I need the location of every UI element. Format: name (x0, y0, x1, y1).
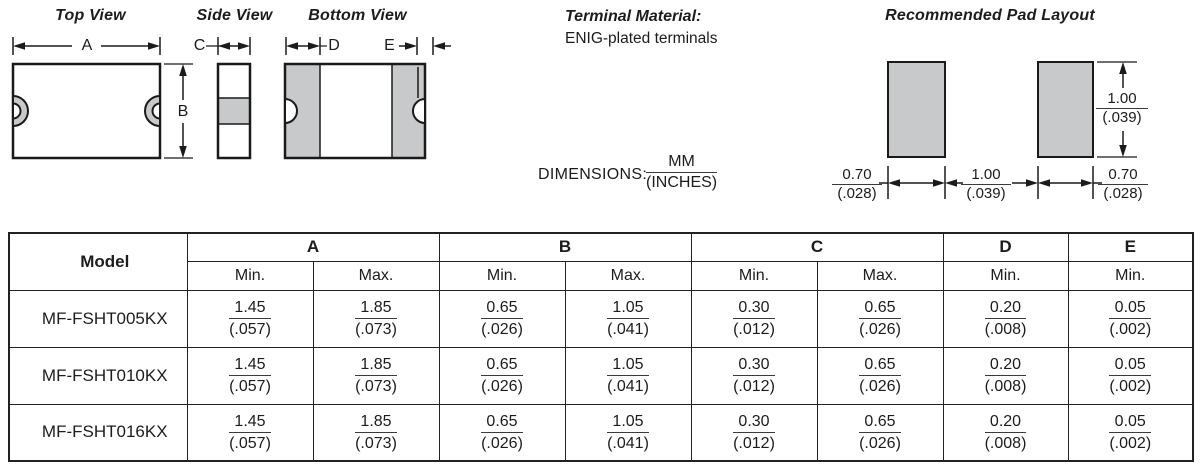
value-cell: $\frac{1.85}{(.073)}$ (313, 404, 439, 461)
value-cell: $\frac{0.65}{(.026)}$ (439, 404, 565, 461)
units-mm: MM (646, 153, 717, 173)
b-max-header: Max. (565, 261, 691, 290)
d-min-header: Min. (943, 261, 1068, 290)
pad-left (888, 62, 945, 157)
pad-height-dim: $\frac{1.00}{(.039)}$ (1096, 91, 1148, 126)
side-view-core-layer (219, 98, 249, 124)
top-view-body (13, 64, 160, 158)
value-cell: $\frac{1.45}{(.057)}$ (187, 290, 313, 347)
arrowhead-right-icon (148, 42, 160, 50)
model-name: MF-FSHT005KX (9, 290, 187, 347)
column-group-a: A (187, 233, 439, 261)
table-row (9, 290, 1193, 347)
table-header-groups (9, 233, 1193, 261)
column-group-e: E (1068, 233, 1193, 261)
value-cell: $\frac{1.05}{(.041)}$ (565, 347, 691, 404)
e-min-header: Min. (1068, 261, 1193, 290)
value-cell: $\frac{0.30}{(.012)}$ (691, 290, 817, 347)
value-cell: $\frac{0.65}{(.026)}$ (439, 290, 565, 347)
dim-label-a: A (81, 37, 93, 54)
pad-width-right-dim: $\frac{0.70}{(.028)}$ (1098, 167, 1148, 202)
pad-gap-dim: $\frac{1.00}{(.039)}$ (961, 167, 1011, 202)
value-cell: $\frac{0.20}{(.008)}$ (943, 290, 1068, 347)
bottom-view-drawing (285, 37, 451, 158)
value-cell: $\frac{1.85}{(.073)}$ (313, 347, 439, 404)
value-cell: $\frac{1.45}{(.057)}$ (187, 347, 313, 404)
dim-label-b: B (177, 103, 189, 120)
value-cell: $\frac{0.65}{(.026)}$ (817, 347, 943, 404)
arrowhead-down-icon (179, 146, 187, 158)
value-cell: $\frac{0.30}{(.012)}$ (691, 404, 817, 461)
pad-width-left-dim: $\frac{0.70}{(.028)}$ (832, 167, 882, 202)
top-view-title: Top View (55, 7, 126, 24)
value-cell: $\frac{0.05}{(.002)}$ (1068, 347, 1193, 404)
value-cell: $\frac{1.05}{(.041)}$ (565, 290, 691, 347)
value-cell: $\frac{0.20}{(.008)}$ (943, 404, 1068, 461)
table-row (9, 404, 1193, 461)
terminal-material-text: ENIG-plated terminals (565, 30, 718, 47)
side-view-title: Side View (196, 7, 273, 24)
dim-label-c: C (193, 37, 206, 54)
terminal-material-note (565, 8, 795, 48)
dim-label-d: D (328, 37, 340, 54)
value-cell: $\frac{0.05}{(.002)}$ (1068, 290, 1193, 347)
model-column-header: Model (9, 233, 187, 290)
side-view-drawing (206, 37, 250, 158)
value-cell: $\frac{0.65}{(.026)}$ (439, 347, 565, 404)
value-cell: $\frac{1.45}{(.057)}$ (187, 404, 313, 461)
a-max-header: Max. (313, 261, 439, 290)
column-group-c: C (691, 233, 943, 261)
c-min-header: Min. (691, 261, 817, 290)
value-cell: $\frac{1.05}{(.041)}$ (565, 404, 691, 461)
value-cell: $\frac{0.65}{(.026)}$ (817, 404, 943, 461)
b-min-header: Min. (439, 261, 565, 290)
value-cell: $\frac{0.05}{(.002)}$ (1068, 404, 1193, 461)
pad-right (1038, 62, 1093, 157)
model-name: MF-FSHT016KX (9, 404, 187, 461)
column-group-b: B (439, 233, 691, 261)
bottom-view-title: Bottom View (308, 7, 407, 24)
table-header-subs (9, 261, 1193, 290)
a-min-header: Min. (187, 261, 313, 290)
table-row (9, 347, 1193, 404)
dimensions-label: DIMENSIONS: (538, 166, 648, 183)
c-max-header: Max. (817, 261, 943, 290)
top-view-drawing (13, 37, 193, 158)
arrowhead-left-icon (13, 42, 25, 50)
value-cell: $\frac{1.85}{(.073)}$ (313, 290, 439, 347)
terminal-material-title: Terminal Material: (565, 8, 702, 25)
dimension-table (8, 232, 1194, 462)
units-fraction (646, 153, 717, 192)
dim-label-e: E (384, 37, 395, 54)
model-name: MF-FSHT010KX (9, 347, 187, 404)
units-inches: (INCHES) (646, 174, 718, 191)
pad-layout-title: Recommended Pad Layout (885, 7, 1095, 24)
value-cell: $\frac{0.65}{(.026)}$ (817, 290, 943, 347)
value-cell: $\frac{0.20}{(.008)}$ (943, 347, 1068, 404)
arrowhead-up-icon (179, 64, 187, 76)
column-group-d: D (943, 233, 1068, 261)
value-cell: $\frac{0.30}{(.012)}$ (691, 347, 817, 404)
